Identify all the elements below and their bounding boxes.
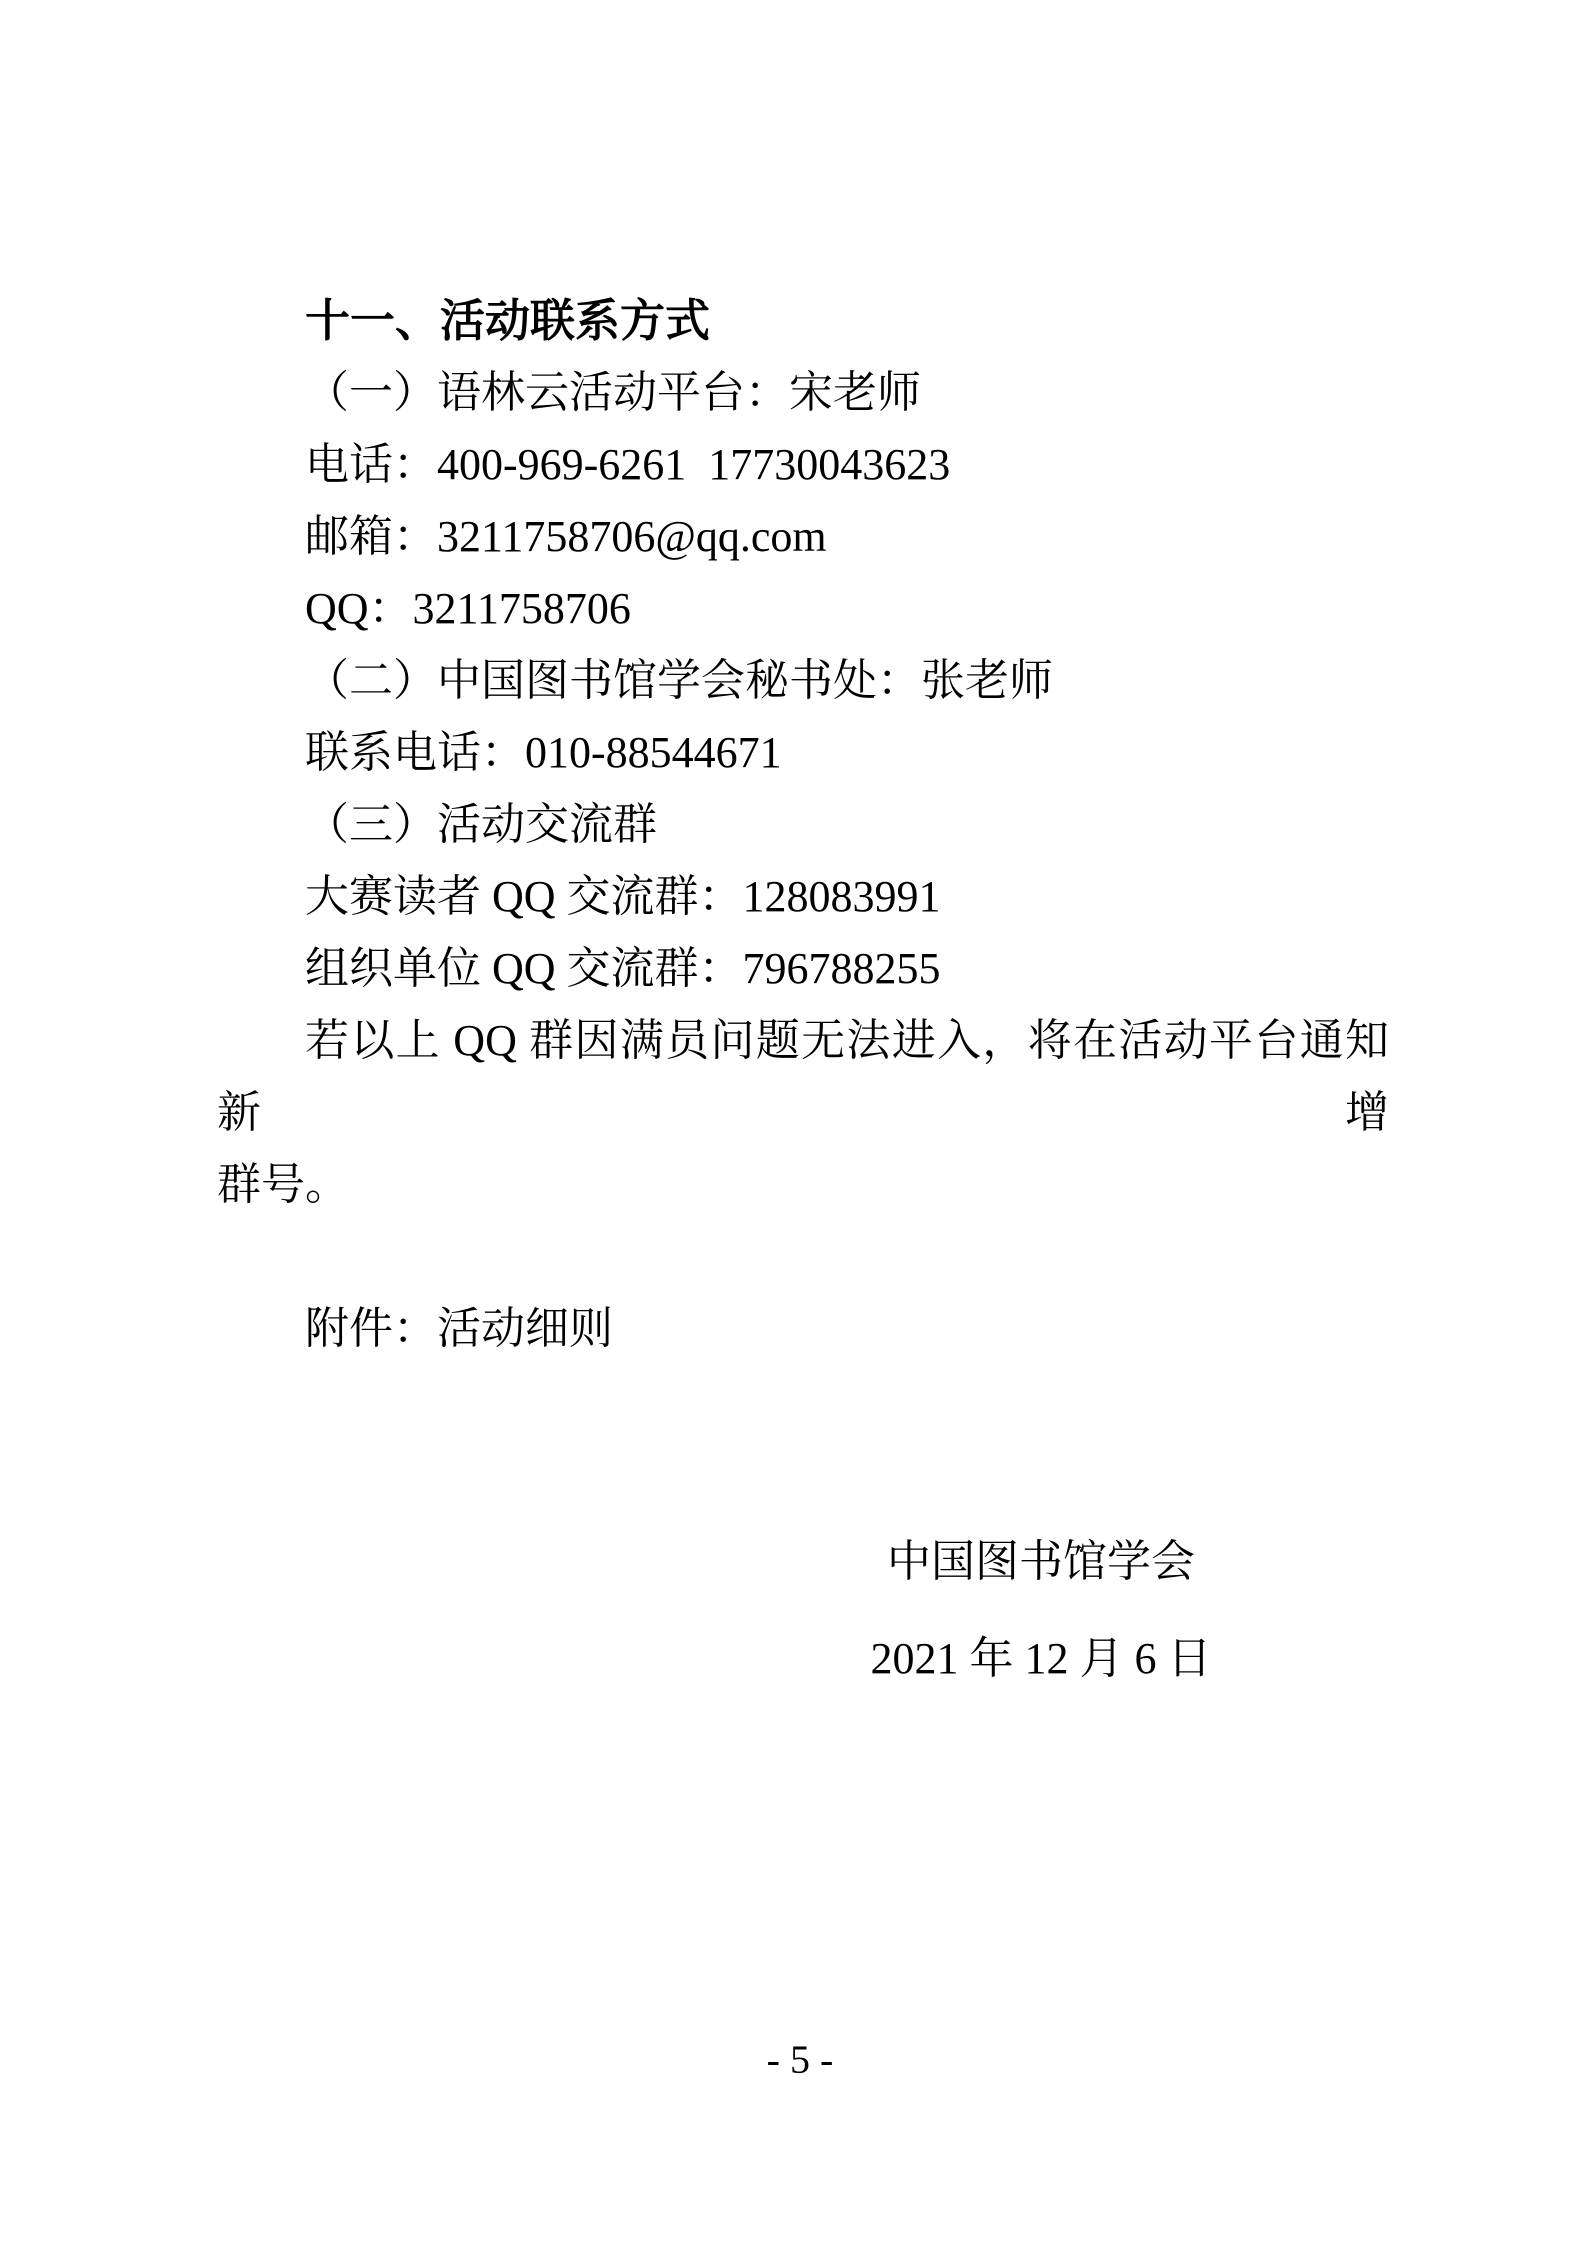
secretariat-title-line: （二）中国图书馆学会秘书处：张老师 — [305, 656, 1053, 705]
organizer-group-line: 组织单位 QQ 交流群：796788255 — [305, 944, 941, 993]
signature-date: 2021 年 12 月 6 日 — [870, 1634, 1212, 1683]
secretariat-phone-line: 联系电话：010-88544671 — [305, 728, 782, 777]
platform-title-line: （一）语林云活动平台：宋老师 — [305, 368, 921, 417]
signature-org: 中国图书馆学会 — [887, 1537, 1195, 1586]
signature-block — [693, 1513, 1389, 1707]
attachment-line: 附件：活动细则 — [305, 1304, 613, 1353]
platform-qq-line: QQ：3211758706 — [305, 584, 631, 633]
note-line-1: 若以上 QQ 群因满员问题无法进入，将在活动平台通知新增 — [217, 1016, 1389, 1137]
section-heading: 十一、活动联系方式 — [305, 295, 711, 346]
note-line-2: 群号。 — [217, 1160, 349, 1209]
groups-title-line: （三）活动交流群 — [305, 800, 657, 849]
platform-phone-line: 电话：400-969-6261 17730043623 — [305, 440, 951, 489]
reader-group-line: 大赛读者 QQ 交流群：128083991 — [305, 872, 941, 921]
platform-email-line: 邮箱：3211758706@qq.com — [305, 512, 827, 561]
page-number: - 5 - — [766, 2037, 834, 2082]
